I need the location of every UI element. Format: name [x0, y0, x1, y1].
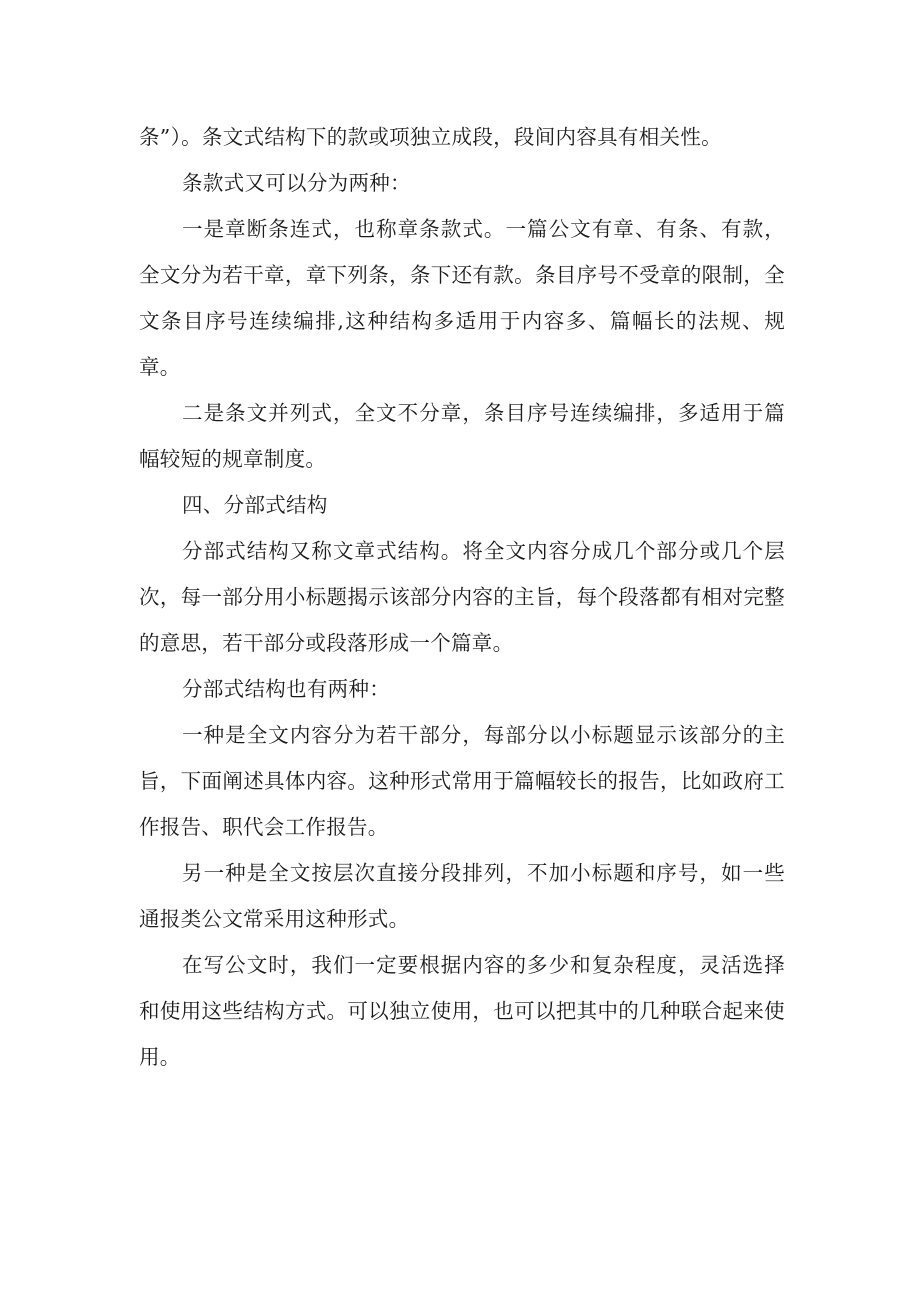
- document-body: [139, 114, 785, 1080]
- paragraph-two-types-intro: 条款式又可以分为两种：: [182, 171, 411, 195]
- paragraph-section-type-one: 一种是全文内容分为若干部分，每部分以小标题显示该部分的主旨，下面阐述具体内容。这种形式常用于篇幅较长的报告，比如政府工作报告、职代会工作报告。: [139, 723, 785, 839]
- paragraph-section-types: 分部式结构也有两种：: [182, 677, 391, 701]
- paragraph-section-type-two: 另一种是全文按层次直接分段排列，不加小标题和序号，如一些通报类公文常采用这种形式。: [139, 861, 785, 931]
- paragraph-conclusion: 在写公文时，我们一定要根据内容的多少和复杂程度，灵活选择和使用这些结构方式。可以独立使用，也可以把其中的几种联合起来使用。: [139, 953, 785, 1069]
- paragraph-type-two: 二是条文并列式，全文不分章，条目序号连续编排，多适用于篇幅较短的规章制度。: [139, 401, 785, 471]
- paragraph-type-one: 一是章断条连式，也称章条款式。一篇公文有章、有条、有款，全文分为若干章，章下列条，条下还有款。条目序号不受章的限制，全文条目序号连续编排,这种结构多适用于内容多、篇幅长的法规、规章。: [139, 217, 785, 379]
- paragraph-section-intro: 分部式结构又称文章式结构。将全文内容分成几个部分或几个层次，每一部分用小标题揭示该部分内容的主旨，每个段落都有相对完整的意思，若干部分或段落形成一个篇章。: [139, 539, 785, 655]
- paragraph-continuation: 条”）。条文式结构下的款或项独立成段，段间内容具有相关性。: [139, 125, 722, 149]
- section-heading: 四、分部式结构: [182, 493, 328, 517]
